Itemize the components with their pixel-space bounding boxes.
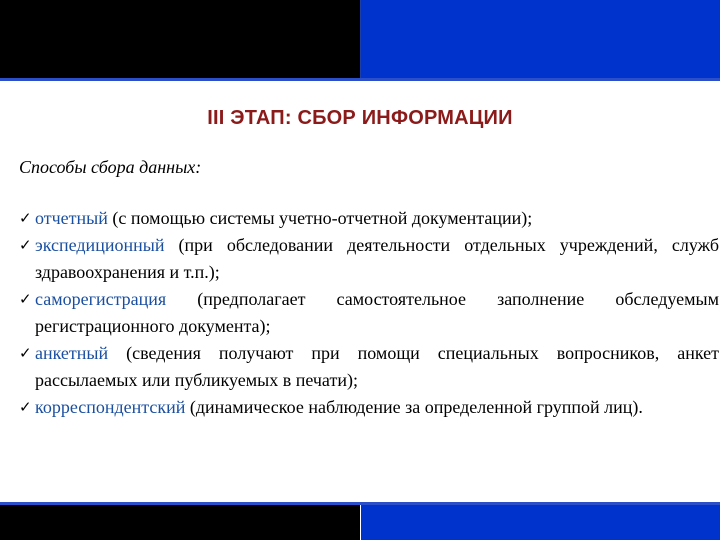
checkmark-icon: ✓ xyxy=(19,209,32,227)
footer-bar-black xyxy=(0,505,360,540)
footer-bar-blue xyxy=(361,505,720,540)
list-item xyxy=(19,232,719,286)
header-bar-black xyxy=(0,0,361,78)
item-text: (при обследовании деятельности отдельных учреждений, служб здравоохранения и т.п.); xyxy=(35,235,719,282)
item-text: (сведения получают при помощи специальных вопросников, анкет рассылаемых или публикуемых в печати); xyxy=(35,343,719,390)
item-keyword: отчетный xyxy=(35,208,108,228)
item-keyword: анкетный xyxy=(35,343,109,363)
item-keyword: саморегистрация xyxy=(35,289,167,309)
header-divider xyxy=(0,78,720,81)
checkmark-icon: ✓ xyxy=(19,236,32,254)
checkmark-icon: ✓ xyxy=(19,398,32,416)
item-keyword: экспедиционный xyxy=(35,235,165,255)
header-bar-blue xyxy=(361,0,720,78)
item-text: (с помощью системы учетно-отчетной документации); xyxy=(107,208,533,228)
item-keyword: корреспондентский xyxy=(35,397,186,417)
list-item xyxy=(19,340,719,394)
checkmark-icon: ✓ xyxy=(19,344,32,362)
list-item xyxy=(19,394,719,421)
list-item xyxy=(19,286,719,340)
list-item xyxy=(19,205,719,232)
methods-list xyxy=(19,205,719,421)
item-text: (динамическое наблюдение за определенной группой лиц). xyxy=(185,397,643,417)
slide-title: III ЭТАП: СБОР ИНФОРМАЦИИ xyxy=(207,107,513,129)
slide-subtitle: Способы сбора данных: xyxy=(19,157,202,177)
item-text: (предполагает самостоятельное заполнение обследуемым регистрационного документа); xyxy=(35,289,719,336)
checkmark-icon: ✓ xyxy=(19,290,32,308)
